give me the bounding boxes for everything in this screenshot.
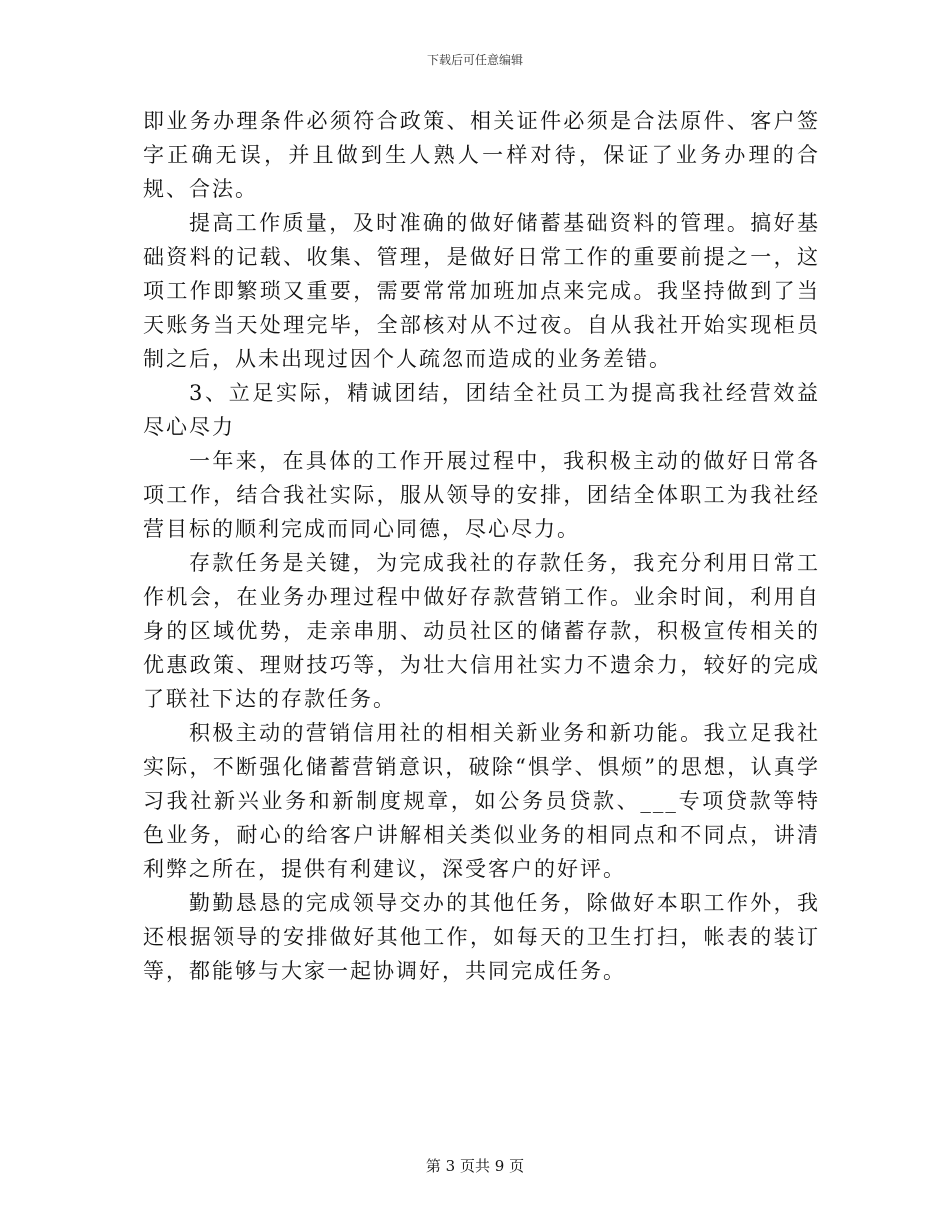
paragraph-work-quality: 提高工作质量，及时准确的做好储蓄基础资料的管理。搞好基础资料的记载、收集、管理，是做好日常工作的重要前提之一，这项工作即繁琐又重要，需要常常加班加点来完成。我坚持做到了当天账务当天处理完毕，全部核对从不过夜。自从我社开始实现柜员制之后，从未出现过因个人疏忽而造成的业务差错。 xyxy=(143,211,820,371)
paragraph-continuation: 即业务办理条件必须符合政策、相关证件必须是合法原件、客户签字正确无误，并且做到生人熟人一样对待，保证了业务办理的合规、合法。 xyxy=(143,109,820,201)
document-body xyxy=(143,104,820,988)
paragraph-marketing: 积极主动的营销信用社的相相关新业务和新功能。我立足我社实际，不断强化储蓄营销意识，破除“惧学、惧烦”的思想，认真学习我社新兴业务和新制度规章，如公务员贷款、___专项贷款等特色业务，耐心的给客户讲解相关类似业务的相同点和不同点，讲清利弊之所在，提供有利建议，深受客户的好评。 xyxy=(143,721,820,881)
page-footer: 第 3 页共 9 页 xyxy=(425,1157,525,1175)
paragraph-deposit-task: 存款任务是关键，为完成我社的存款任务，我充分利用日常工作机会，在业务办理过程中做好存款营销工作。业余时间，利用自身的区域优势，走亲串朋、动员社区的储蓄存款，积极宣传相关的优惠政策、理财技巧等，为壮大信用社实力不遗余力，较好的完成了联社下达的存款任务。 xyxy=(143,551,820,711)
paragraph-other-tasks: 勤勤恳恳的完成领导交办的其他任务，除做好本职工作外，我还根据领导的安排做好其他工作，如每天的卫生打扫，帐表的装订等，都能够与大家一起协调好，共同完成任务。 xyxy=(143,891,820,983)
section-heading-3: 3、立足实际，精诚团结，团结全社员工为提高我社经营效益尽心尽力 xyxy=(143,381,820,439)
paragraph-teamwork: 一年来，在具体的工作开展过程中，我积极主动的做好日常各项工作，结合我社实际，服从领导的安排，团结全体职工为我社经营目标的顺利完成而同心同德，尽心尽力。 xyxy=(143,449,820,541)
page-header: 下载后可任意编辑 xyxy=(426,53,523,67)
